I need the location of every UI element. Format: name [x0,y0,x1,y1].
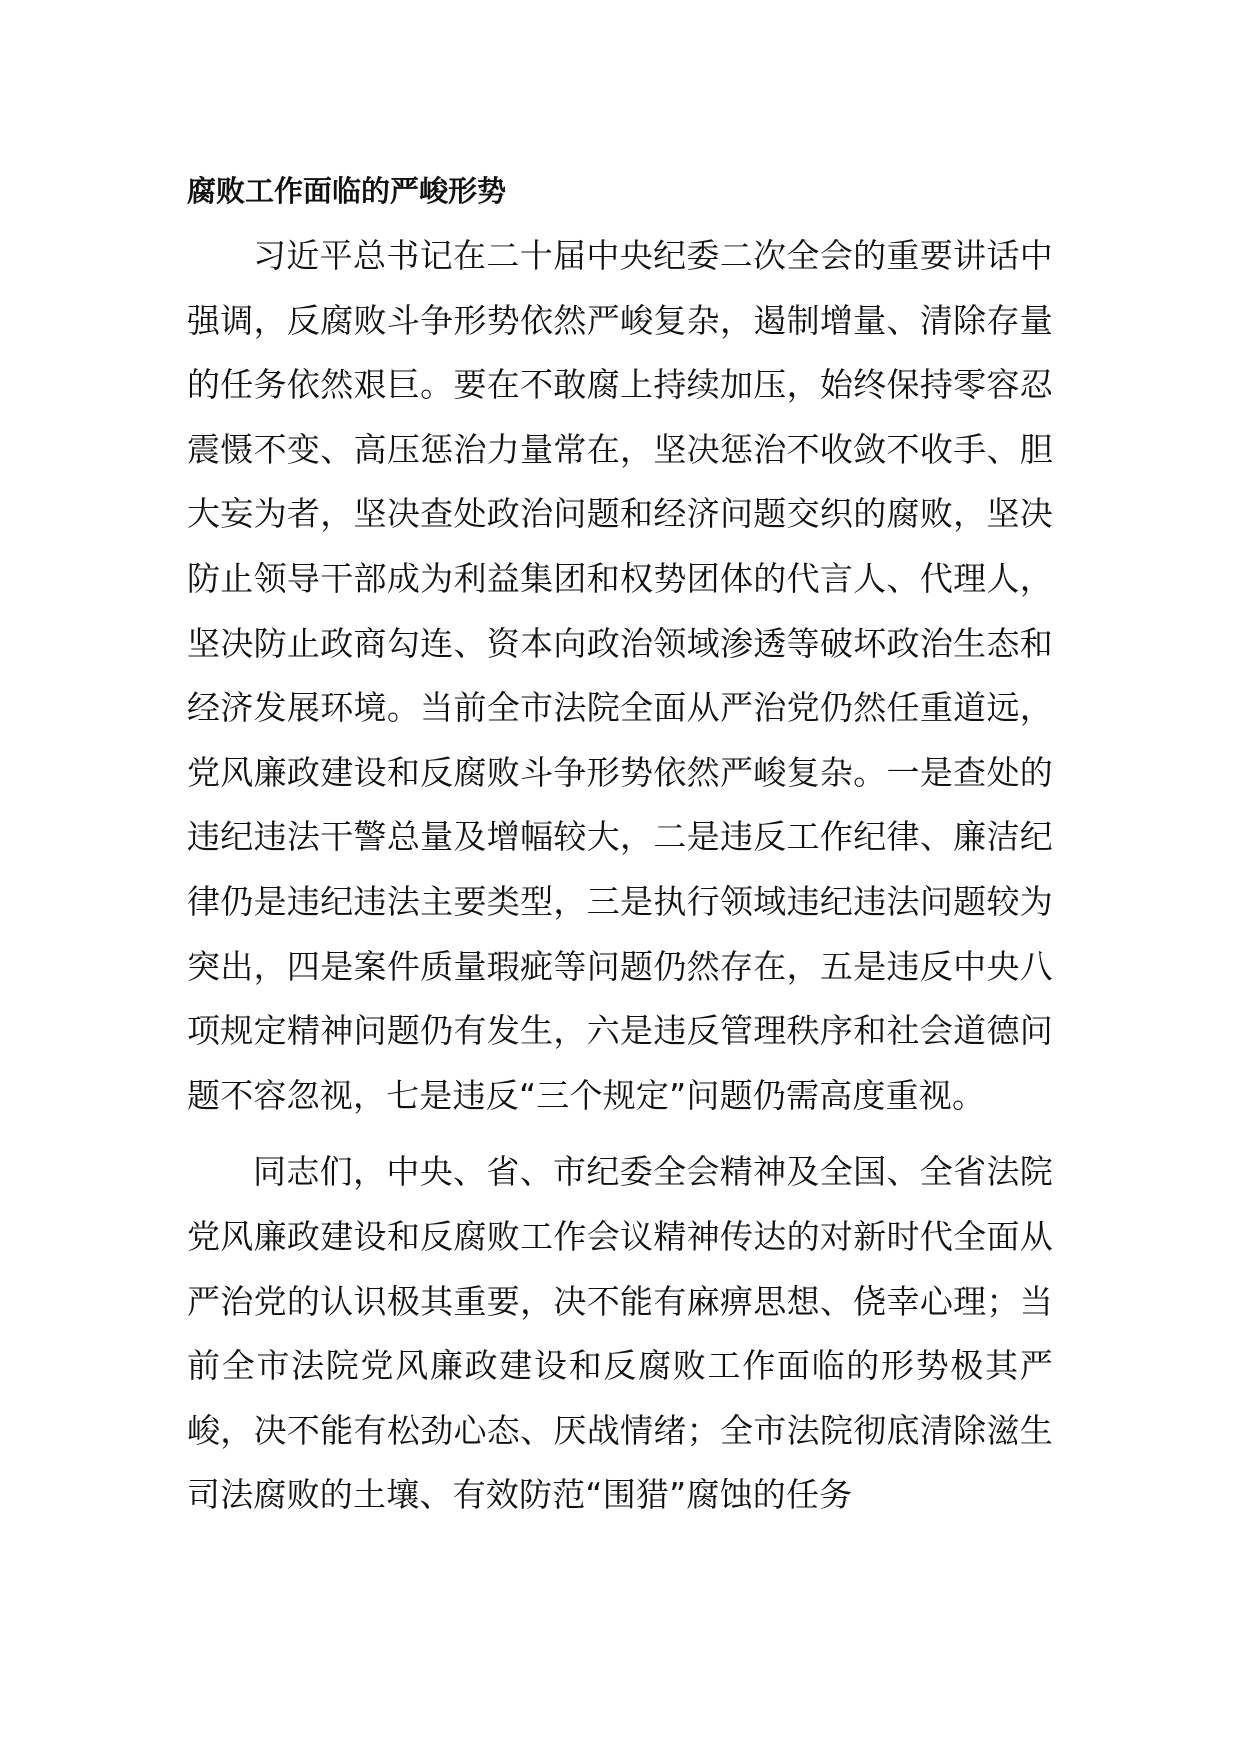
section-heading: 腐败工作面临的严峻形势 [187,174,507,208]
document-body [187,170,1053,1528]
paragraph-situation: 习近平总书记在二十届中央纪委二次全会的重要讲话中强调，反腐败斗争形势依然严峻复杂，遏制增量、清除存量的任务依然艰巨。要在不敢腐上持续加压，始终保持零容忍震慑不变、高压惩治力量常在，坚决惩治不收敛不收手、胆大妄为者，坚决查处政治问题和经济问题交织的腐败，坚决防止领导干部成为利益集团和权势团体的代言人、代理人，坚决防止政商勾连、资本向政治领域渗透等破坏政治生态和经济发展环境。当前全市法院全面从严治党仍然任重道远，党风廉政建设和反腐败斗争形势依然严峻复杂。一是查处的违纪违法干警总量及增幅较大，二是违反工作纪律、廉洁纪律仍是违纪违法主要类型，三是执行领域违纪违法问题较为突出，四是案件质量瑕疵等问题仍然存在，五是违反中央八项规定精神问题仍有发生，六是违反管理秩序和社会道德问题不容忽视，七是违反“三个规定”问题仍需高度重视。 [187,236,1053,1115]
paragraph-comrades: 同志们，中央、省、市纪委全会精神及全国、全省法院党风廉政建设和反腐败工作会议精神传达的对新时代全面从严治党的认识极其重要，决不能有麻痹思想、侥幸心理；当前全市法院党风廉政建设和反腐败工作面临的形势极其严峻，决不能有松劲心态、厌战情绪；全市法院彻底清除滋生司法腐败的土壤、有效防范“围猎”腐蚀的任务 [187,1152,1053,1515]
